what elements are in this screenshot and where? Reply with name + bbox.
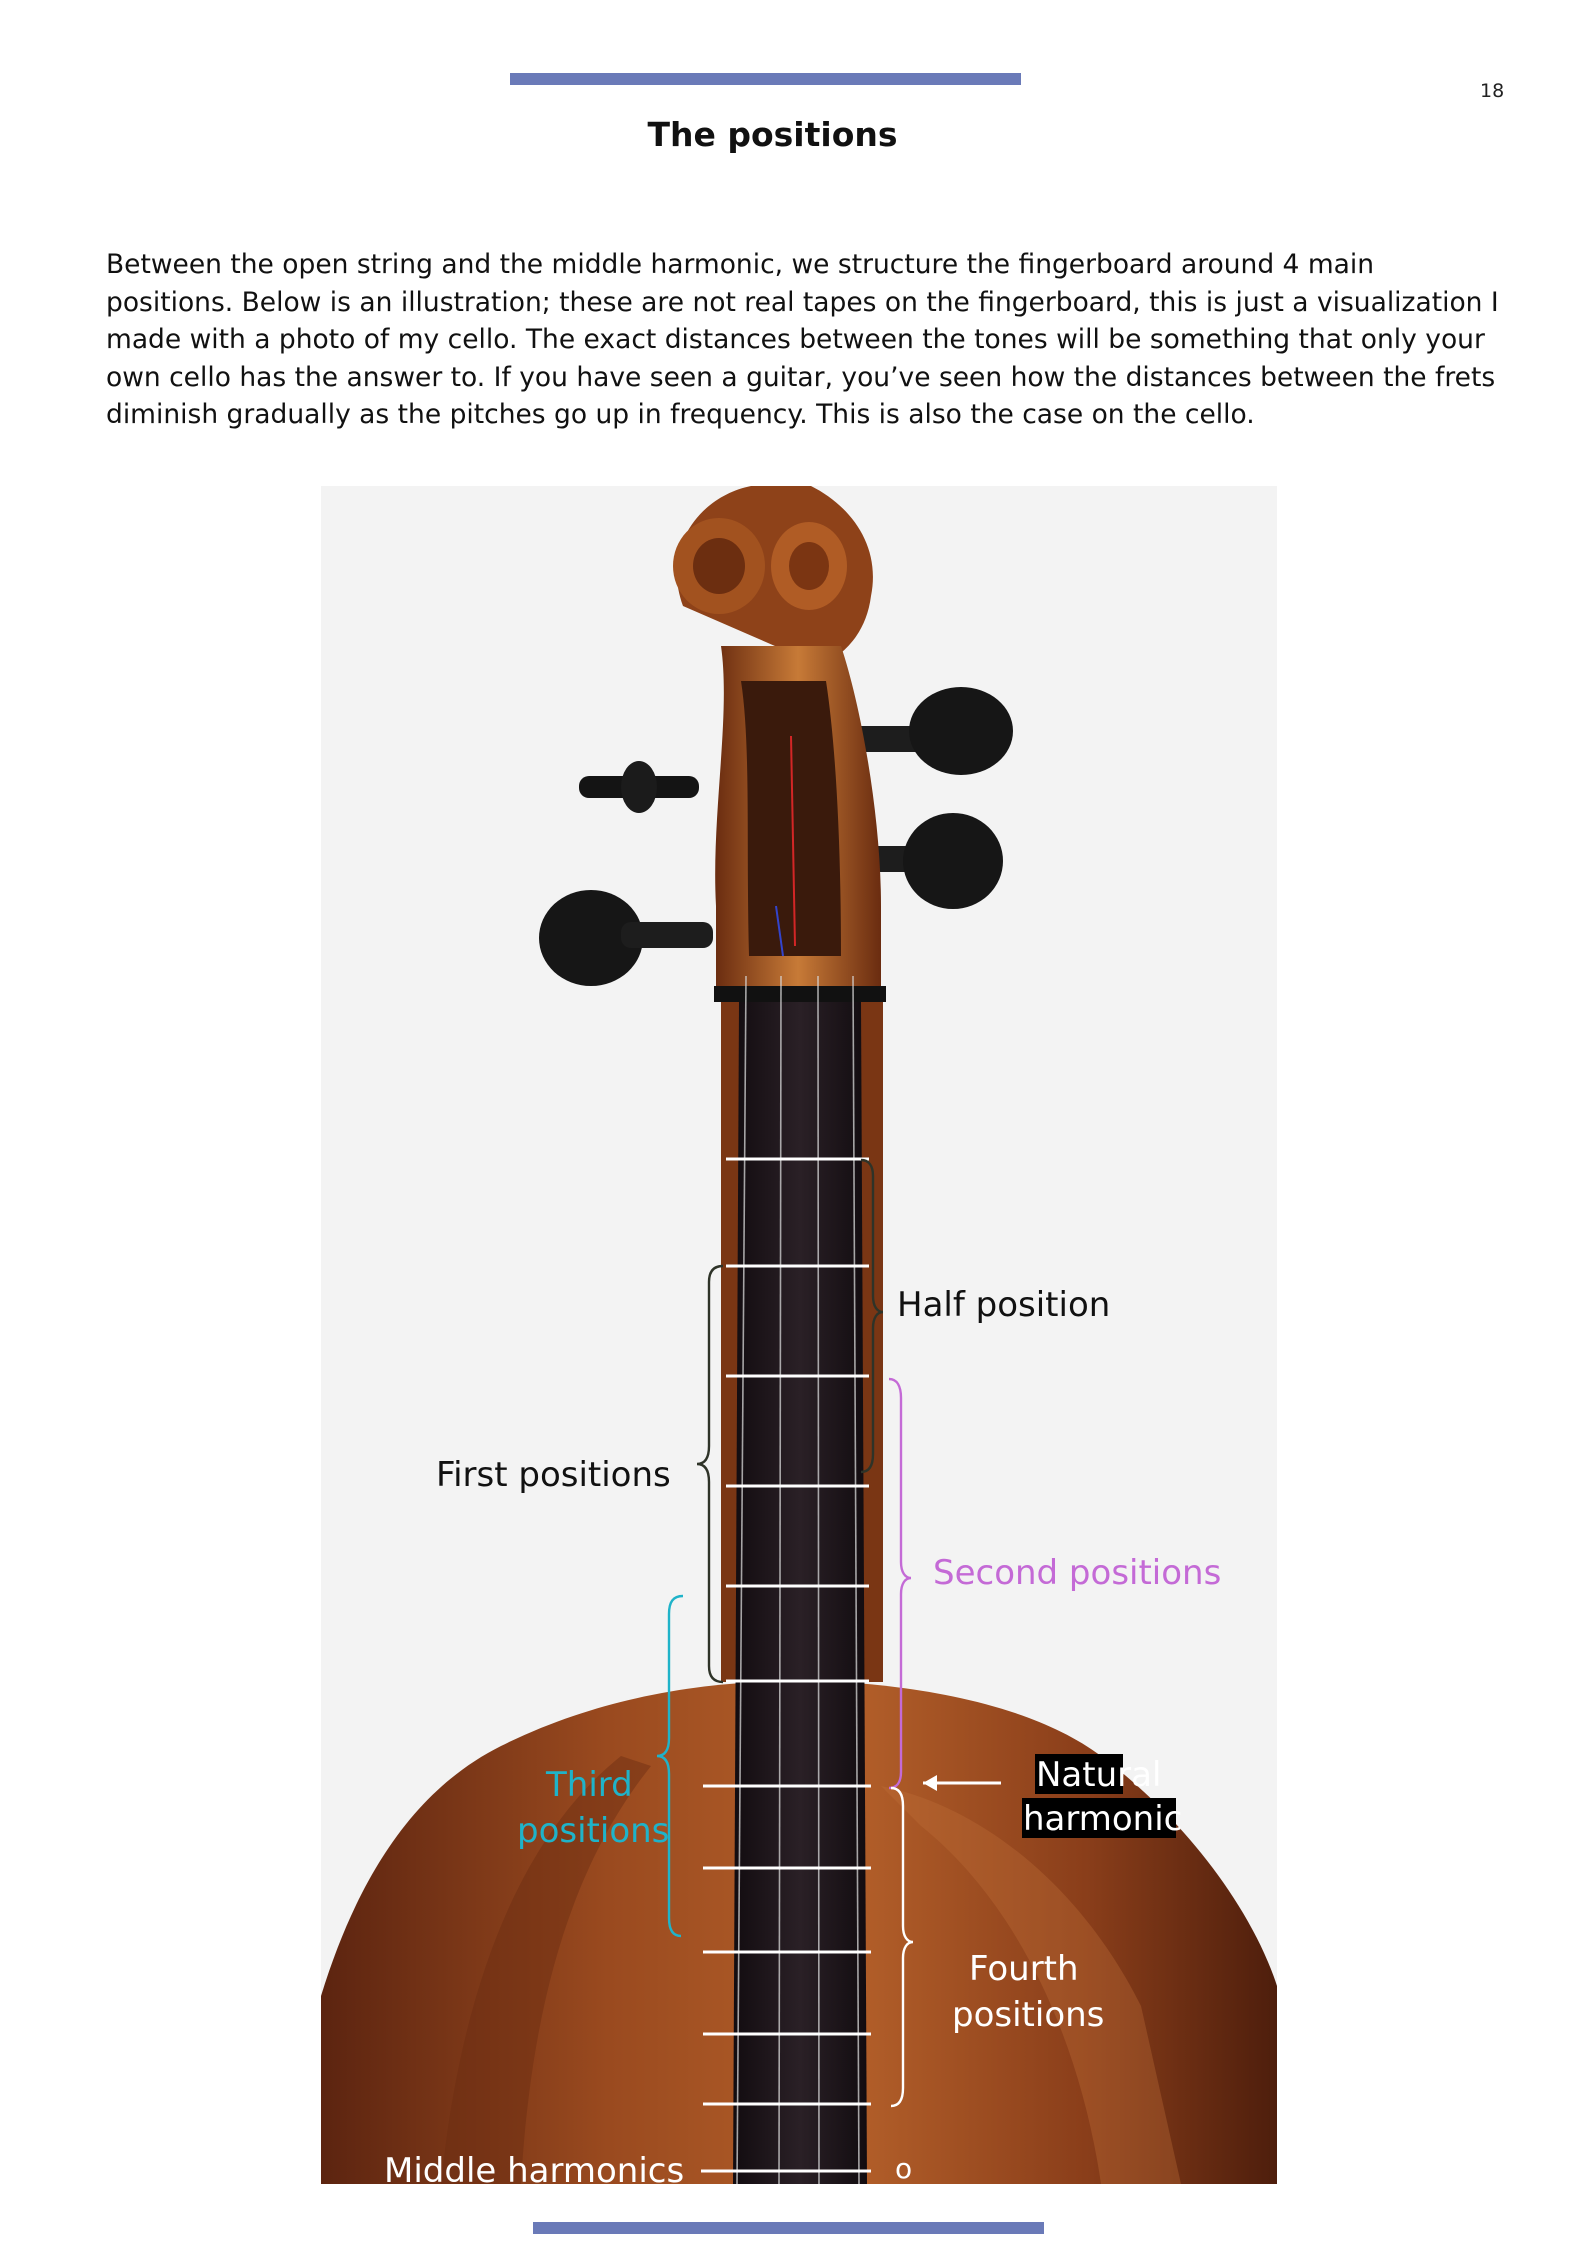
label-third-line1: Third [546,1765,633,1805]
bottom-rule [533,2222,1044,2234]
string-d [818,976,819,2184]
page-number: 18 [1480,80,1505,102]
fingerboard [733,1002,867,2184]
label-middle-harmonics: Middle harmonics [384,2151,685,2184]
label-natural-line1: Natural [1036,1755,1162,1795]
label-first-positions: First positions [436,1455,671,1495]
label-second-positions: Second positions [933,1553,1222,1593]
nut [714,986,886,1002]
cello-fingerboard-figure [321,486,1277,2184]
pegbox-cavity [741,681,841,956]
label-natural-line2: harmonic [1023,1799,1183,1839]
label-third-line2: positions [517,1811,670,1851]
page-title: The positions [647,115,898,154]
label-open-marker: o [895,2152,913,2184]
label-fourth-line2: positions [952,1995,1105,2035]
top-rule [510,73,1021,85]
intro-paragraph: Between the open string and the middle harmonic, we structure the fingerboard around 4 main positions. Below is an illustration; these are not real tapes on the fingerboard, this is just a visualization I made with a photo of my cello. The exact distances between the tones will be something that only your own cello has the answer to. If you have seen a guitar, you’ve seen how the distances between the frets diminish gradually as the pitches go up in frequency. This is also the case on the cello. [106,249,1499,430]
label-fourth-line1: Fourth [969,1949,1079,1989]
label-half-position: Half position [897,1285,1111,1325]
